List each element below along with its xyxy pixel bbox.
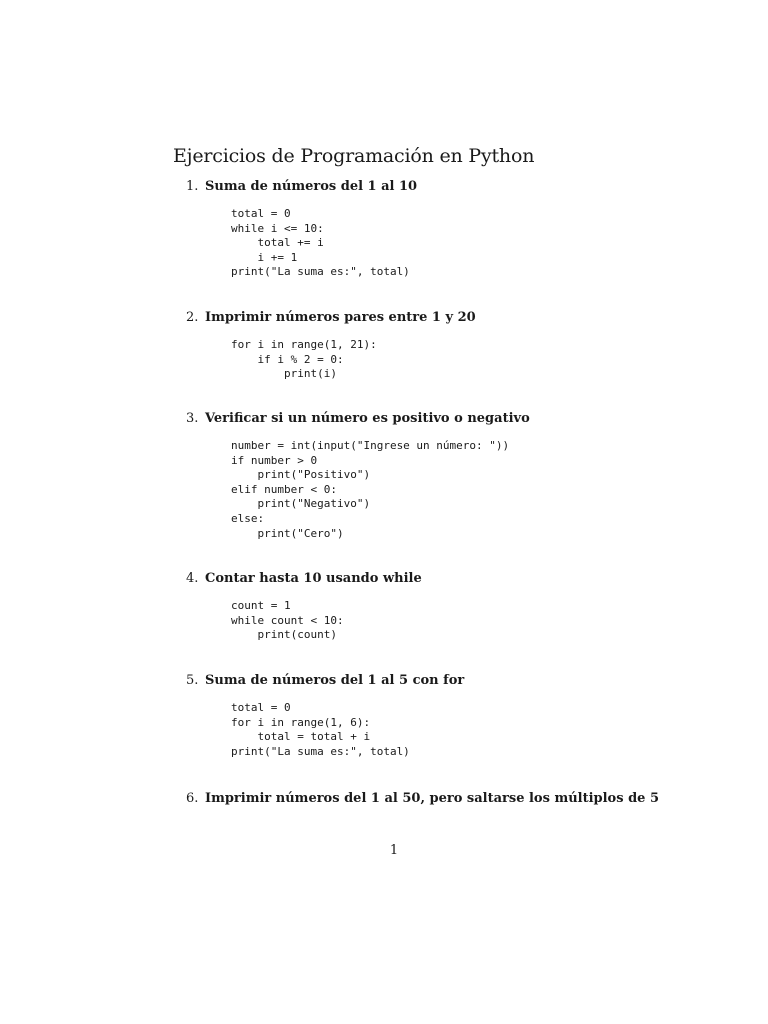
exercise-title: Verificar si un número es positivo o negativo	[205, 411, 530, 426]
code-block: number = int(input("Ingrese un número: ")) if number > 0 print("Positivo") elif number < 0: print("Negativo") else: print("Cero")	[231, 439, 510, 540]
code-block: for i in range(1, 21): if i % 2 = 0: print(i)	[231, 338, 377, 381]
exercise-number: 4.	[186, 571, 199, 586]
code-block: total = 0 for i in range(1, 6): total = total + i print("La suma es:", total)	[231, 701, 410, 758]
exercise-number: 6.	[186, 791, 199, 806]
exercise-heading	[186, 790, 746, 807]
exercise-number: 3.	[186, 411, 199, 426]
exercise-title: Suma de números del 1 al 10	[205, 179, 418, 194]
exercise-4	[186, 570, 746, 643]
exercise-6	[186, 790, 746, 807]
exercise-number: 5.	[186, 673, 199, 688]
exercise-3	[186, 410, 746, 541]
exercise-1	[186, 178, 746, 280]
exercise-title: Imprimir números del 1 al 50, pero saltarse los múltiplos de 5	[205, 791, 660, 806]
page-title: Ejercicios de Programación en Python	[173, 145, 535, 167]
code-block: count = 1 while count < 10: print(count)	[231, 599, 344, 642]
exercise-heading	[186, 410, 746, 427]
exercise-5	[186, 672, 746, 759]
exercise-number: 2.	[186, 310, 199, 325]
exercise-title: Suma de números del 1 al 5 con for	[205, 673, 465, 688]
exercise-heading	[186, 309, 746, 326]
exercise-number: 1.	[186, 179, 199, 194]
page-number: 1	[389, 843, 399, 858]
exercise-title: Imprimir números pares entre 1 y 20	[205, 310, 476, 325]
exercise-heading	[186, 672, 746, 689]
exercise-2	[186, 309, 746, 382]
code-block: total = 0 while i <= 10: total += i i += 1 print("La suma es:", total)	[231, 207, 410, 279]
exercise-heading	[186, 178, 746, 195]
exercise-title: Contar hasta 10 usando while	[205, 571, 422, 586]
exercise-heading	[186, 570, 746, 587]
